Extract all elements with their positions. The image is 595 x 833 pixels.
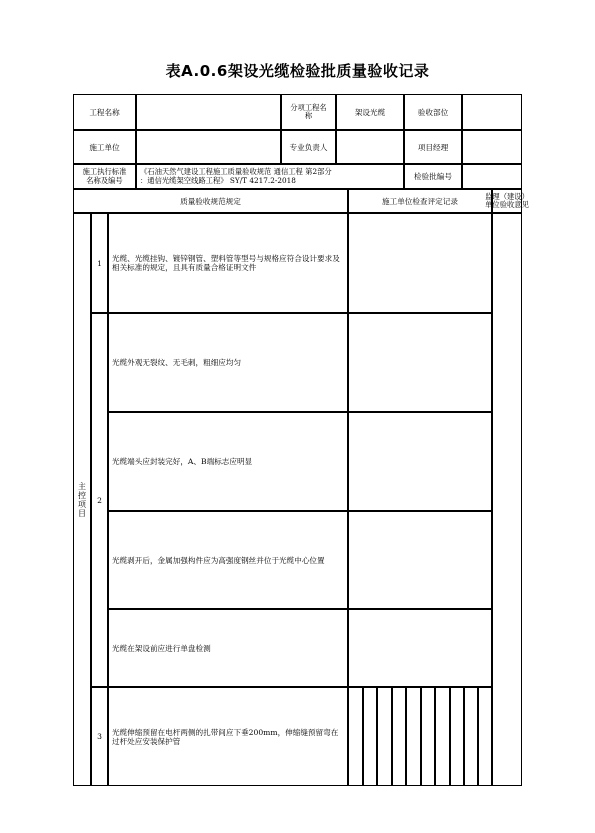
batch-no-field[interactable]	[462, 164, 522, 189]
item-3-spec: 光缆伸缩预留在电杆两侧的扎带间应下垂200mm，伸缩缝预留弯在过杆处应安装保护管	[108, 687, 348, 786]
sub-project-label	[281, 94, 336, 130]
acceptance-dept-field[interactable]	[462, 94, 522, 130]
contractor-check-header: 施工单位检查评定记录	[348, 189, 492, 213]
acceptance-dept-label: 验收部位	[404, 94, 462, 130]
category-label: 主控项目	[77, 481, 87, 518]
batch-no-label: 检验批编号	[404, 164, 462, 189]
page-title: 表A.0.6架设光缆检验批质量验收记录	[165, 62, 430, 80]
item-1-spec: 光缆、光缆挂钩、镀锌钢管、塑料管等型号与规格应符合设计要求及相关标准的规定，且具有质量合格证明文件	[108, 213, 348, 313]
item-3-check-cell[interactable]	[421, 687, 435, 786]
supervisor-header-line1: 监理（建设）	[485, 191, 529, 201]
standard-value-line1: 《石油天然气建设工程施工质量验收规范 通信工程 第2部分	[140, 167, 332, 176]
category-main-control	[73, 213, 91, 786]
sub-project-label-line1: 分项工程名	[290, 102, 327, 112]
standard-value-line2: ：通信光缆架空线路工程》 SY/T 4217.2-2018	[140, 175, 296, 185]
sub-project-label-line2: 称	[304, 111, 313, 120]
item-number-1: 1	[91, 213, 108, 313]
item-2a-check-record[interactable]	[348, 313, 492, 412]
specialist-field[interactable]	[336, 130, 404, 164]
item-3-check-cell[interactable]	[348, 687, 363, 786]
item-3-check-cell[interactable]	[377, 687, 392, 786]
standard-label-line2: 名称及编号	[86, 175, 123, 185]
supervisor-header-line2: 单位验收意见	[485, 200, 529, 209]
standard-label-line1: 施工执行标准	[82, 167, 127, 176]
item-2b-check-record[interactable]	[348, 412, 492, 511]
project-name-label: 工程名称	[73, 94, 136, 130]
sub-project-value[interactable]: 架设光缆	[336, 94, 404, 130]
item-3-check-cell[interactable]	[406, 687, 421, 786]
item-3-check-cell[interactable]	[363, 687, 377, 786]
pm-field[interactable]	[462, 130, 522, 164]
item-3-check-cell[interactable]	[392, 687, 406, 786]
supervisor-opinion-header	[485, 189, 529, 213]
standard-label	[73, 164, 136, 189]
item-number-2: 2	[91, 313, 108, 687]
item-3-check-cell[interactable]	[435, 687, 450, 786]
item-2c-spec: 光缆剥开后，金属加强构件应为高强度钢丝并位于光缆中心位置	[108, 511, 348, 609]
contractor-label: 施工单位	[73, 130, 136, 164]
item-3-check-cell[interactable]	[464, 687, 478, 786]
contractor-field[interactable]	[136, 130, 281, 164]
specialist-label: 专业负责人	[281, 130, 336, 164]
supervisor-opinion-field[interactable]	[492, 213, 522, 786]
item-2a-spec: 光缆外观无裂纹、无毛刺，粗细应均匀	[108, 313, 348, 412]
spec-column-header: 质量验收规范规定	[73, 189, 348, 213]
item-2d-check-record[interactable]	[348, 609, 492, 687]
item-3-check-cell[interactable]	[478, 687, 492, 786]
item-2d-spec: 光缆在架设前应进行单盘检测	[108, 609, 348, 687]
item-2b-spec: 光缆端头应封装完好，A、B端标志应明显	[108, 412, 348, 511]
project-name-field[interactable]	[136, 94, 281, 130]
pm-label: 项目经理	[404, 130, 462, 164]
item-3-check-cell[interactable]	[450, 687, 464, 786]
standard-value	[136, 164, 404, 189]
item-number-3: 3	[91, 687, 108, 786]
item-2c-check-record[interactable]	[348, 511, 492, 609]
item-1-check-record[interactable]	[348, 213, 492, 313]
